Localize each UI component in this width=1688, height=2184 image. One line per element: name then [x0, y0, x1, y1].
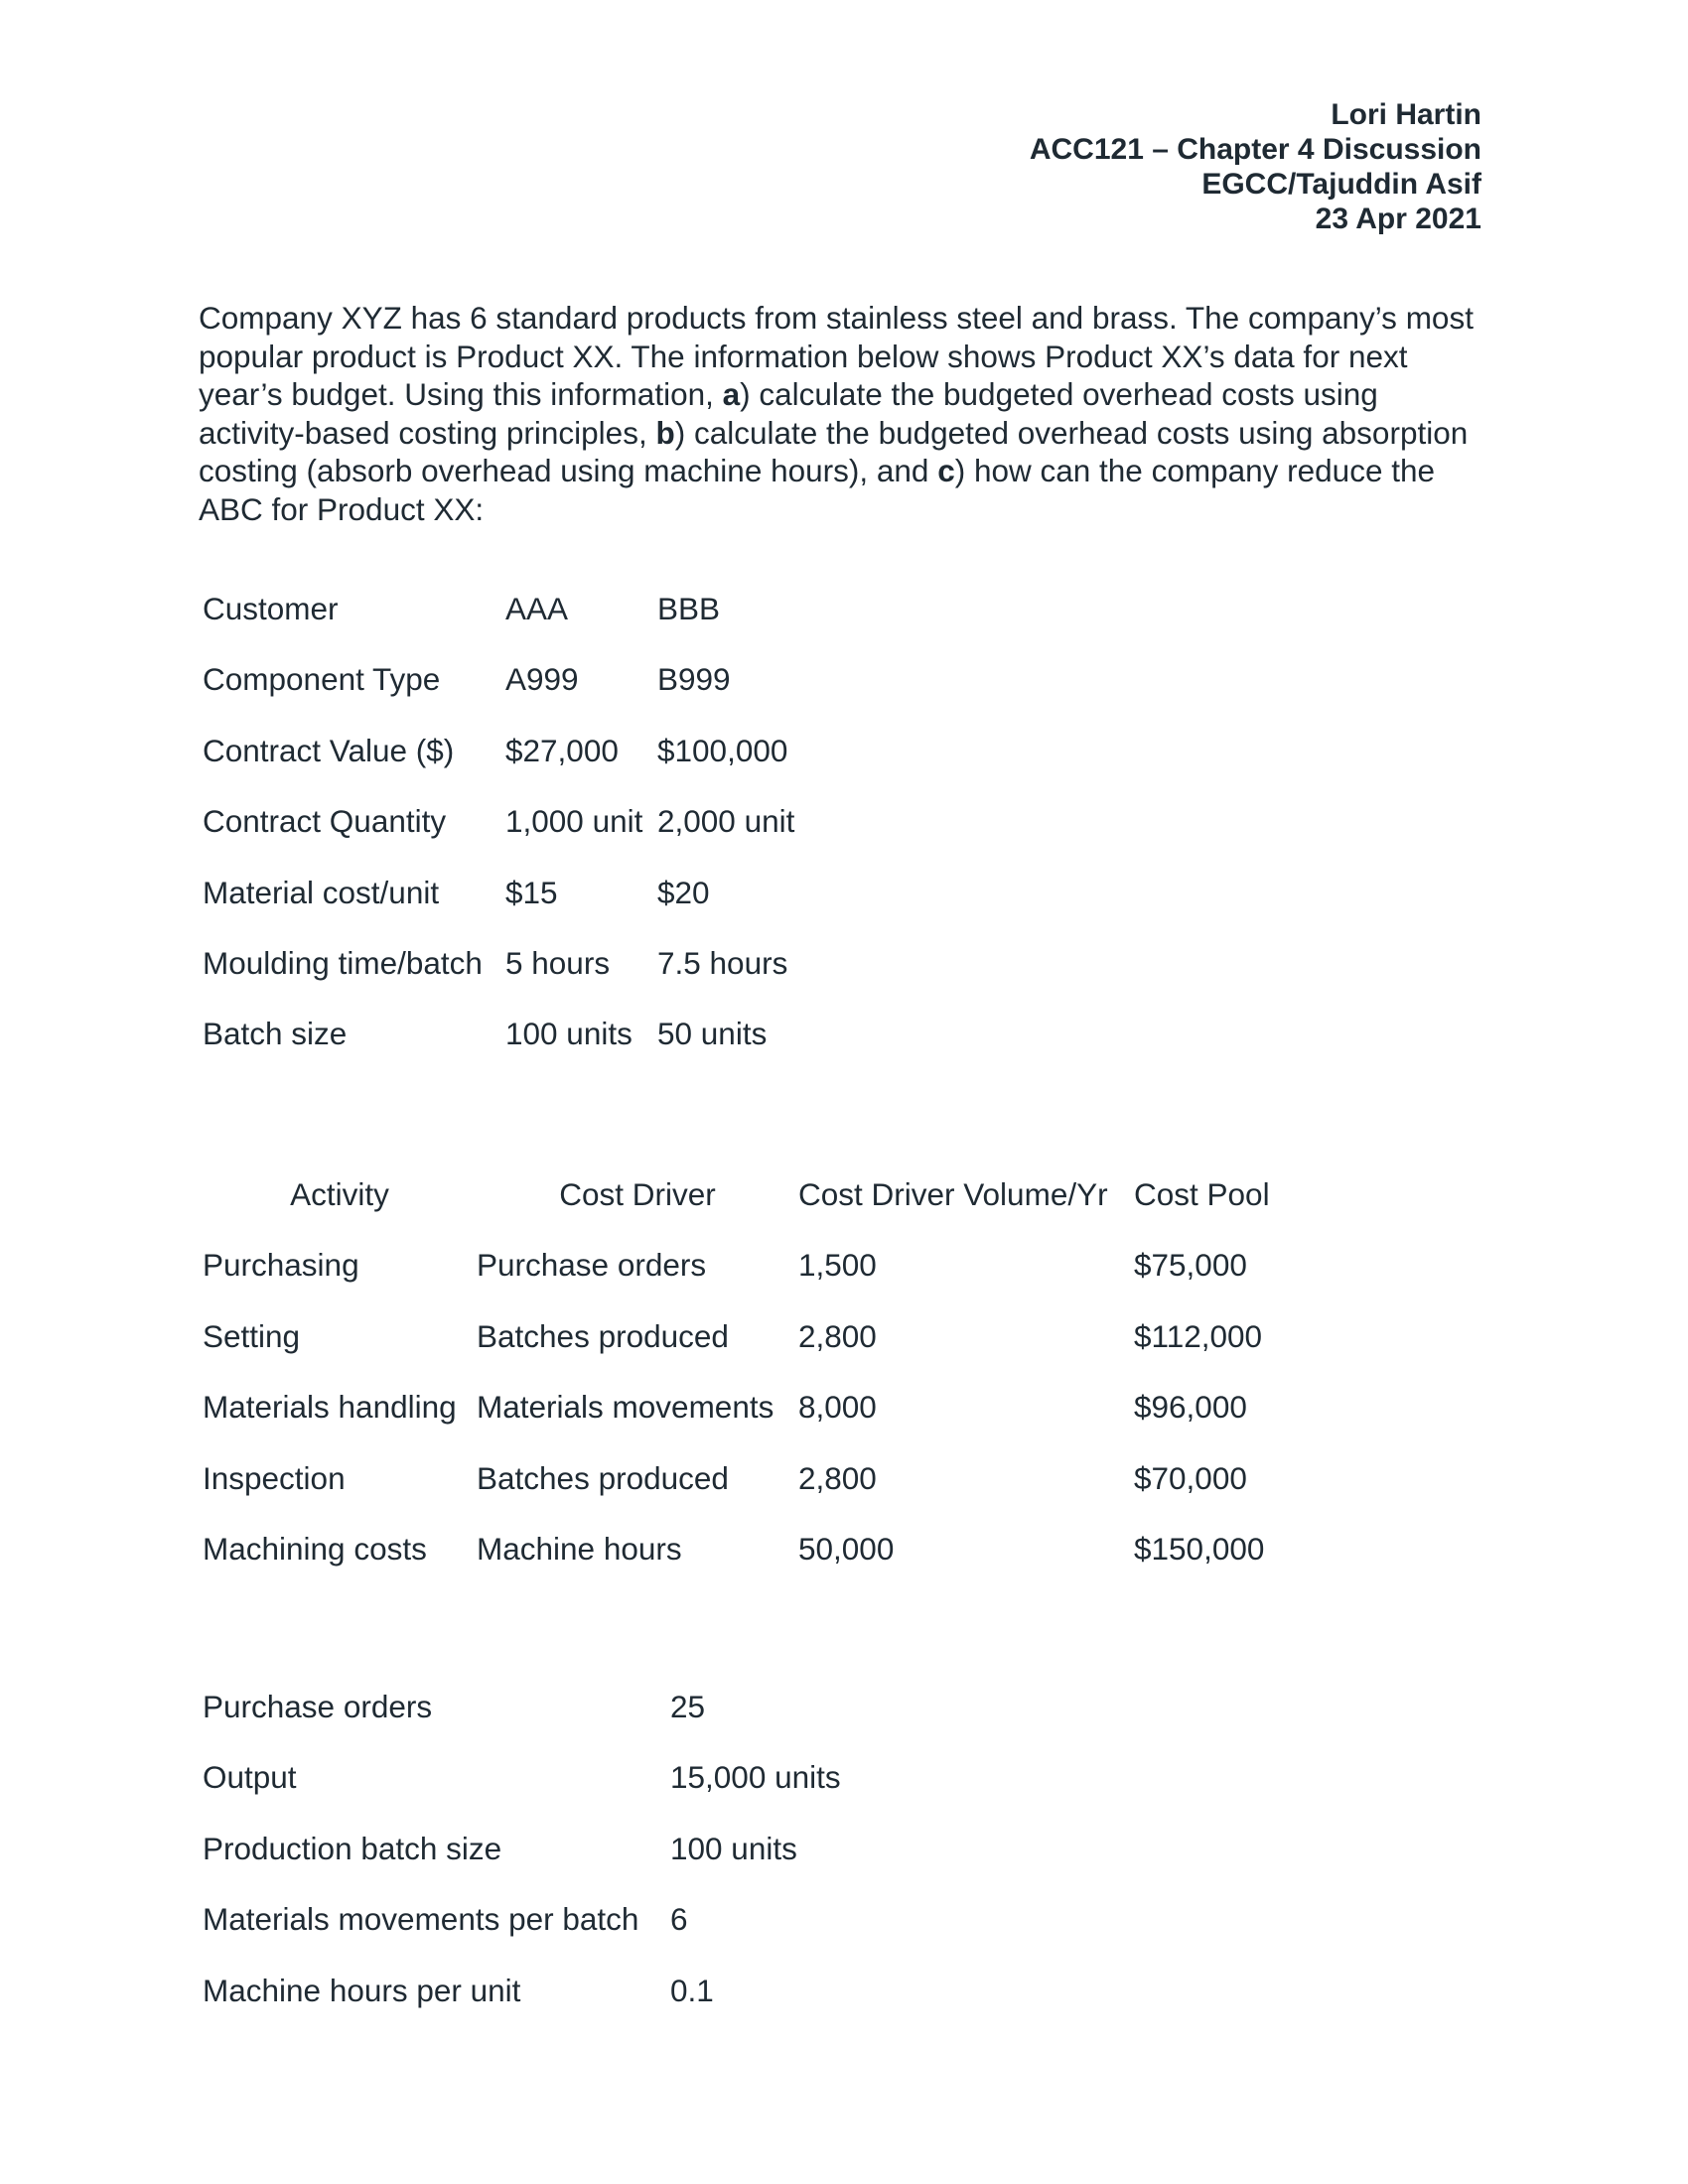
- row-label: Output: [203, 1759, 297, 1796]
- cost-pool-cell: $75,000: [1134, 1247, 1247, 1284]
- intro-text-1: Company XYZ has 6 standard products from stainless steel and brass. The company’s most popular product is Product XX. The information below shows Product XX’s data for next year’s budget. Using this information,: [199, 300, 1474, 412]
- cell-aaa: 1,000 unit: [505, 803, 643, 840]
- cell-bbb: $100,000: [657, 732, 788, 768]
- table-row: [203, 875, 856, 945]
- row-label: Purchase orders: [203, 1689, 433, 1724]
- table-row: [203, 945, 856, 1016]
- volume-cell: 8,000: [798, 1389, 877, 1426]
- row-label: Batch size: [203, 1016, 348, 1052]
- table-row: [203, 1460, 1333, 1531]
- document-date: 23 Apr 2021: [1315, 203, 1481, 235]
- cell-aaa: $15: [505, 874, 558, 910]
- row-label: Materials movements per batch: [203, 1901, 639, 1938]
- activity-cost-table: [203, 1176, 1333, 1601]
- table-row: [203, 1759, 918, 1830]
- activity-cell: Machining costs: [203, 1530, 427, 1567]
- part-a-label: a: [722, 376, 741, 412]
- cell-bbb: 7.5 hours: [657, 944, 788, 981]
- cost-driver-cell: Purchase orders: [477, 1247, 707, 1284]
- cell-bbb: B999: [657, 661, 731, 698]
- course-title: ACC121 – Chapter 4 Discussion: [1029, 133, 1481, 166]
- row-label: Production batch size: [203, 1830, 502, 1866]
- table-row: [203, 1831, 918, 1901]
- volume-cell: 1,500: [798, 1247, 877, 1284]
- row-label: Contract Value ($): [203, 732, 455, 768]
- header-activity: Activity: [290, 1176, 389, 1212]
- row-label: Component Type: [203, 661, 441, 698]
- cost-driver-cell: Batches produced: [477, 1317, 729, 1354]
- cost-pool-cell: $112,000: [1134, 1317, 1263, 1354]
- row-value: 25: [670, 1689, 706, 1724]
- table-row: [203, 661, 856, 732]
- row-label: Customer: [203, 591, 339, 626]
- cell-aaa: AAA: [505, 591, 569, 626]
- cost-pool-cell: $70,000: [1134, 1459, 1247, 1496]
- volume-cell: 2,800: [798, 1317, 877, 1354]
- table-row: [203, 1531, 1333, 1601]
- table-row: [203, 591, 856, 661]
- row-value: 6: [670, 1901, 688, 1938]
- row-label: Moulding time/batch: [203, 944, 483, 981]
- cost-driver-cell: Materials movements: [477, 1389, 774, 1426]
- cell-aaa: $27,000: [505, 732, 619, 768]
- intro-text-3: ) calculate the budgeted overhead costs using absorption costing (absorb overhead using machine hours), and: [199, 414, 1469, 488]
- table-row: [203, 1318, 1333, 1389]
- intro-text-2: ) calculate the budgeted overhead costs using activity-based costing principles,: [199, 376, 1378, 451]
- cell-aaa: 100 units: [505, 1016, 633, 1052]
- table-row: [203, 1389, 1333, 1459]
- author-name: Lori Hartin: [1331, 98, 1481, 131]
- row-label: Contract Quantity: [203, 803, 447, 840]
- table-row: [203, 1247, 1333, 1317]
- cell-bbb: BBB: [657, 591, 721, 626]
- table-header-row: [203, 1176, 1333, 1247]
- table-row: [203, 1973, 918, 2043]
- part-b-label: b: [655, 414, 675, 451]
- cell-bbb: 50 units: [657, 1016, 768, 1052]
- cell-bbb: $20: [657, 874, 710, 910]
- document-header: [1030, 97, 1481, 236]
- row-label: Machine hours per unit: [203, 1972, 521, 2008]
- cost-pool-cell: $96,000: [1134, 1389, 1247, 1426]
- table-row: [203, 733, 856, 803]
- part-c-label: c: [937, 453, 955, 488]
- table-row: [203, 803, 856, 874]
- row-label: Material cost/unit: [203, 874, 440, 910]
- row-value: 15,000 units: [670, 1759, 841, 1796]
- intro-text-4: ) how can the company reduce the ABC for Product XX:: [199, 453, 1436, 527]
- cell-aaa: A999: [505, 661, 579, 698]
- row-value: 100 units: [670, 1830, 797, 1866]
- intro-paragraph: [199, 299, 1489, 528]
- contract-table: [203, 591, 856, 1087]
- cell-aaa: 5 hours: [505, 944, 611, 981]
- cost-pool-cell: $150,000: [1134, 1530, 1265, 1567]
- product-data-table: [203, 1689, 918, 2043]
- volume-cell: 2,800: [798, 1459, 877, 1496]
- activity-cell: Setting: [203, 1317, 301, 1354]
- cost-driver-cell: Batches produced: [477, 1459, 729, 1496]
- header-cost-pool: Cost Pool: [1134, 1176, 1270, 1212]
- activity-cell: Materials handling: [203, 1389, 457, 1426]
- volume-cell: 50,000: [798, 1530, 895, 1567]
- header-cost-driver: Cost Driver: [559, 1176, 716, 1212]
- table-row: [203, 1901, 918, 1972]
- table-row: [203, 1689, 918, 1759]
- institution-instructor: EGCC/Tajuddin Asif: [1201, 168, 1481, 201]
- row-value: 0.1: [670, 1972, 714, 2008]
- activity-cell: Purchasing: [203, 1247, 359, 1284]
- activity-cell: Inspection: [203, 1459, 346, 1496]
- table-row: [203, 1016, 856, 1086]
- cost-driver-cell: Machine hours: [477, 1530, 682, 1567]
- header-driver-volume: Cost Driver Volume/Yr: [798, 1176, 1108, 1212]
- cell-bbb: 2,000 unit: [657, 803, 795, 840]
